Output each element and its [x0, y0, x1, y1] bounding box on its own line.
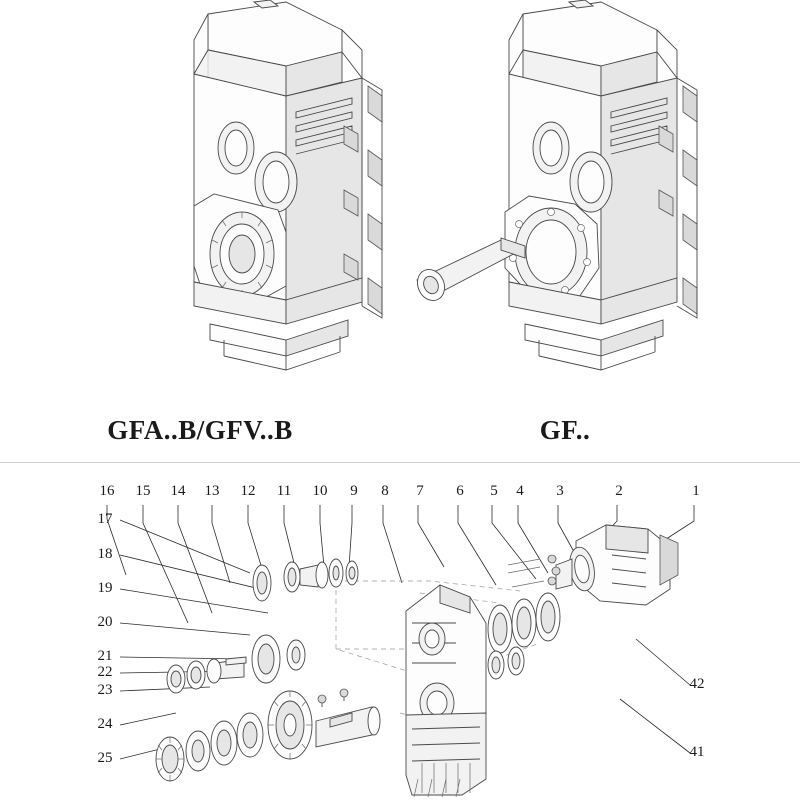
callout-21: 21 [97, 648, 113, 664]
callout-15: 15 [135, 483, 151, 499]
callout-41: 41 [689, 744, 705, 760]
callout-5: 5 [490, 483, 498, 499]
gearbox-isometric-drawing-with-shaft-icon [405, 0, 735, 400]
gearbox-isometric-drawing-icon [90, 0, 410, 400]
caption-gfa-b-gfv-b: GFA..B/GFV..B [107, 415, 293, 445]
callout-9: 9 [350, 483, 358, 499]
callout-17: 17 [97, 511, 113, 527]
callout-22: 22 [97, 664, 113, 680]
callout-4: 4 [516, 483, 524, 499]
callout-2: 2 [615, 483, 623, 499]
gearbox-view-left [90, 0, 410, 400]
callout-3: 3 [556, 483, 564, 499]
callout-6: 6 [456, 483, 464, 499]
exploded-view-section [0, 463, 800, 800]
gearbox-view-right [405, 0, 735, 400]
callout-8: 8 [381, 483, 389, 499]
callout-19: 19 [97, 580, 113, 596]
callout-20: 20 [97, 614, 113, 630]
callout-10: 10 [312, 483, 328, 499]
callout-24: 24 [97, 716, 113, 732]
caption-gf: GF.. [539, 415, 591, 445]
callout-16: 16 [99, 483, 115, 499]
callout-7: 7 [416, 483, 424, 499]
callout-1: 1 [692, 483, 700, 499]
callout-18: 18 [97, 546, 113, 562]
gearbox-exploded-assembly-drawing-icon [0, 463, 800, 800]
callout-14: 14 [170, 483, 186, 499]
callout-13: 13 [204, 483, 220, 499]
callout-12: 12 [240, 483, 256, 499]
callout-25: 25 [97, 750, 113, 766]
callout-23: 23 [97, 682, 113, 698]
callout-42: 42 [689, 676, 705, 692]
callout-11: 11 [276, 483, 292, 499]
